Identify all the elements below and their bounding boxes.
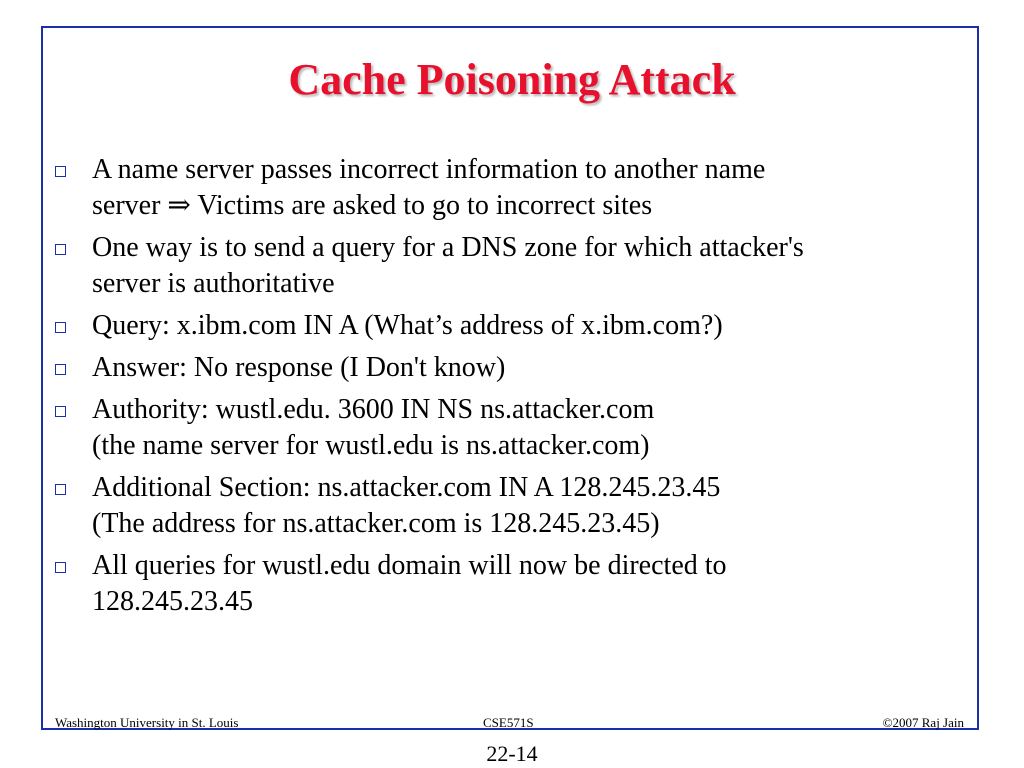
bullet-line: All queries for wustl.edu domain will now be directed to (92, 550, 727, 581)
square-bullet-icon (55, 484, 66, 495)
footer-course: CSE571S (483, 715, 534, 730)
bullet-line: Authority: wustl.edu. 3600 IN NS ns.attacker.com (92, 394, 655, 425)
bullet-line: server is authoritative (92, 268, 335, 299)
square-bullet-icon (55, 406, 66, 417)
bullet-line: 128.245.23.45 (92, 586, 253, 617)
bullet-item (52, 350, 967, 386)
square-bullet-icon (55, 244, 66, 255)
bullet-item (52, 152, 967, 224)
bullet-item (52, 392, 967, 464)
square-bullet-icon (55, 322, 66, 333)
bullet-line: Answer: No response (I Don't know) (92, 352, 506, 383)
footer-institution: Washington University in St. Louis (55, 715, 239, 730)
footer-copyright: ©2007 Raj Jain (882, 715, 964, 730)
bullet-item (52, 230, 967, 302)
bullet-item (52, 470, 967, 542)
bullet-line: (The address for ns.attacker.com is 128.245.23.45) (92, 508, 660, 539)
bullet-item (52, 548, 967, 620)
bullet-line: One way is to send a query for a DNS zone for which attacker's (92, 232, 804, 263)
slide-title: Cache Poisoning Attack (288, 55, 736, 104)
bullet-item (52, 308, 967, 344)
square-bullet-icon (55, 166, 66, 177)
square-bullet-icon (55, 364, 66, 375)
bullet-line: Query: x.ibm.com IN A (What’s address of x.ibm.com?) (92, 310, 723, 341)
bullet-line: (the name server for wustl.edu is ns.attacker.com) (92, 430, 650, 461)
bullet-list (52, 152, 967, 626)
square-bullet-icon (55, 562, 66, 573)
bullet-line: server ⇒ Victims are asked to go to incorrect sites (92, 190, 653, 221)
bullet-line: A name server passes incorrect information to another name (92, 154, 766, 185)
page-number: 22-14 (486, 741, 538, 766)
bullet-line: Additional Section: ns.attacker.com IN A 128.245.23.45 (92, 472, 721, 503)
